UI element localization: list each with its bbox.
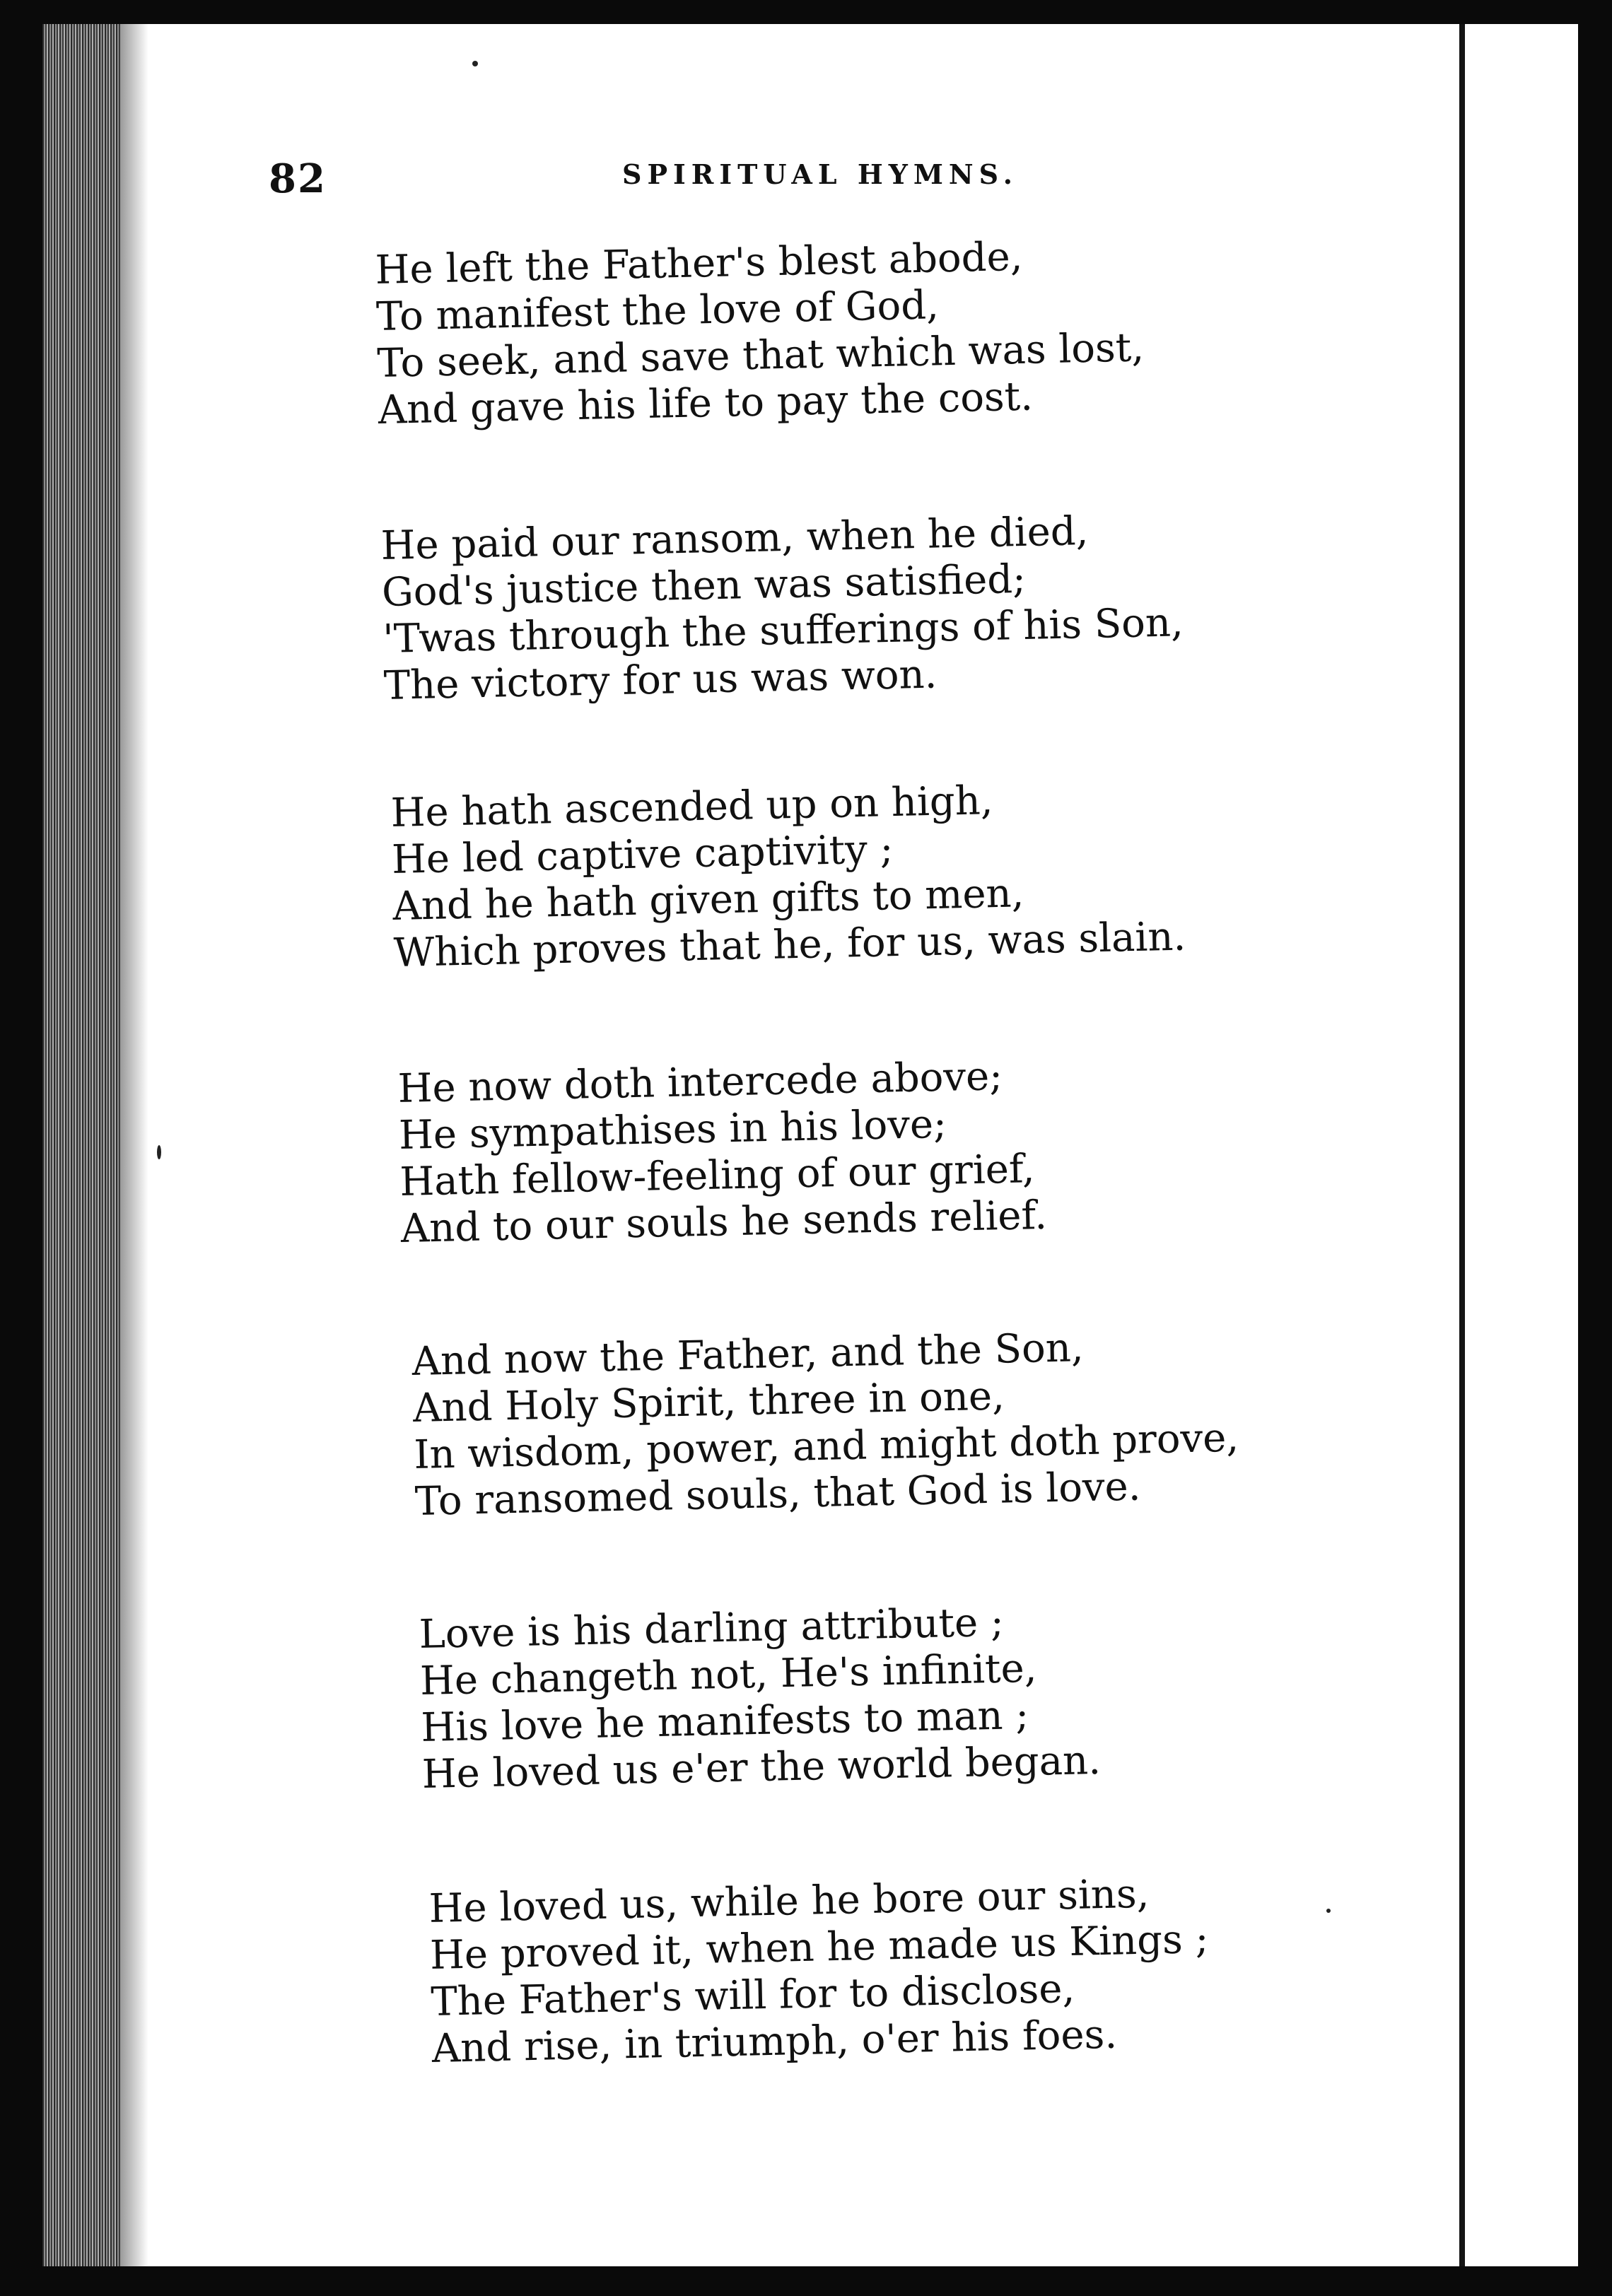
book-page-edges <box>42 24 120 2266</box>
stanza-4 <box>397 1053 1048 1253</box>
verse-line: To manifest the love of God, <box>375 282 940 340</box>
verse-line: And he hath given gifts to men, <box>392 870 1024 930</box>
verse-line: Hath fellow-feeling of our grief, <box>399 1146 1036 1205</box>
facing-page-sliver <box>1465 24 1578 2266</box>
verse-line: Love is his darling attribute ; <box>419 1599 1005 1658</box>
scan-speck <box>157 1145 161 1159</box>
verse-line: His love he manifests to man ; <box>420 1692 1029 1751</box>
verse-line: He led captive captivity ; <box>391 826 894 883</box>
stanza-2 <box>380 506 1185 710</box>
verse-line: He loved us, while he bore our sins, <box>428 1870 1150 1932</box>
verse-line: Which proves that he, for us, was slain. <box>393 913 1186 976</box>
verse-line: He hath ascended up on high, <box>390 778 994 836</box>
verse-line: To seek, and save that which was lost, <box>376 324 1145 387</box>
verse-line: He paid our ransom, when he died, <box>380 508 1090 569</box>
verse-line: In wisdom, power, and might doth prove, <box>413 1414 1239 1478</box>
verse-line: He left the Father's blest abode, <box>375 233 1024 293</box>
verse-line: He proved it, when he made us Kings ; <box>429 1916 1210 1979</box>
page-gutter-shadow <box>120 24 148 2266</box>
stanza-6 <box>419 1598 1102 1798</box>
verse-line: 'Twas through the sufferings of his Son, <box>382 599 1184 662</box>
scan-border-left <box>0 0 42 2296</box>
stanza-1 <box>375 231 1145 434</box>
scan-border-right <box>1578 0 1612 2296</box>
scan-border-top <box>0 0 1612 24</box>
verse-line: He now doth intercede above; <box>397 1053 1003 1112</box>
verse-line: And Holy Spirit, three in one, <box>412 1373 1005 1431</box>
scan-border-bottom <box>0 2266 1612 2296</box>
verse-line: He changeth not, He's infinite, <box>419 1645 1038 1704</box>
verse-line: And gave his life to pay the cost. <box>378 373 1034 433</box>
verse-line: He loved us e'er the world began. <box>421 1737 1102 1798</box>
verse-line: The Father's will for to disclose, <box>430 1965 1075 2025</box>
scan-speck <box>1326 1909 1331 1913</box>
verse-line: He sympathises in his love; <box>398 1101 947 1159</box>
page-number: 82 <box>269 156 327 202</box>
verse-line: God's justice then was satisfied; <box>381 556 1027 616</box>
verse-line: And now the Father, and the Son, <box>411 1325 1085 1385</box>
stanza-7 <box>428 1870 1211 2073</box>
scan-speck <box>472 61 478 66</box>
verse-line: And to our souls he sends relief. <box>400 1192 1048 1252</box>
stanza-5 <box>411 1322 1240 1525</box>
facing-page-edge <box>1459 24 1465 2266</box>
verse-line: The victory for us was won. <box>383 651 938 709</box>
verse-line: To ransomed souls, that God is love. <box>414 1463 1142 1525</box>
running-title: SPIRITUAL HYMNS. <box>622 158 1018 190</box>
verse-line: And rise, in triumph, o'er his foes. <box>431 2011 1118 2072</box>
stanza-3 <box>390 774 1186 977</box>
